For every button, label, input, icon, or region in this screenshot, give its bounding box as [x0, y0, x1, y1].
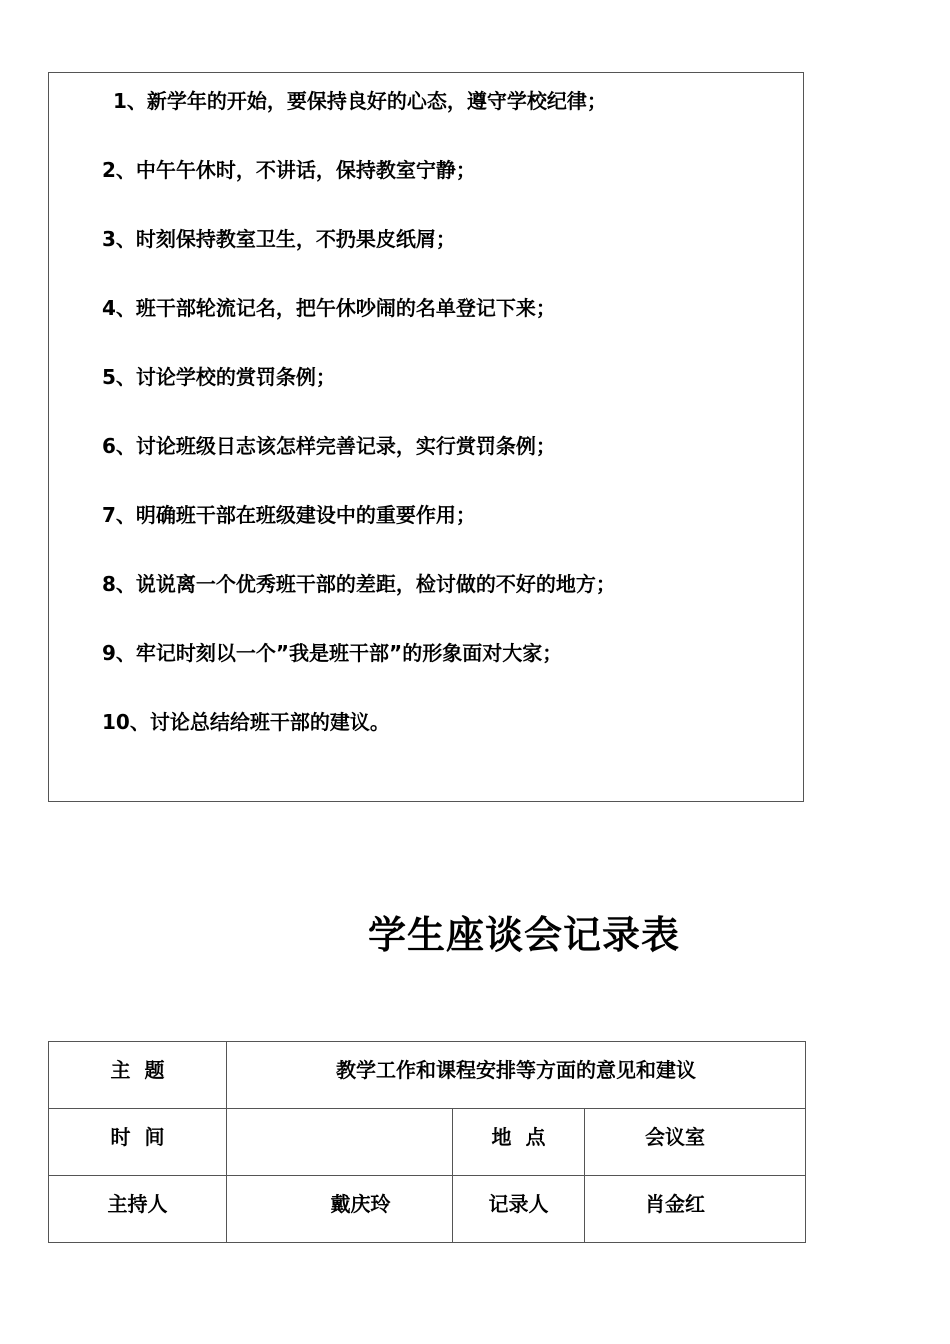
meeting-record-table: [48, 1041, 806, 1243]
recorder-value: 肖金红: [585, 1176, 806, 1243]
time-value: [227, 1109, 453, 1176]
note-item-9: 9、牢记时刻以一个”我是班干部”的形象面对大家；: [102, 641, 563, 665]
note-item-6: 6、讨论班级日志该怎样完善记录，实行赏罚条例；: [102, 434, 556, 458]
meeting-notes-box: [48, 72, 804, 802]
note-item-4: 4、班干部轮流记名，把午休吵闹的名单登记下来；: [102, 296, 556, 320]
recorder-label: 记录人: [453, 1176, 585, 1243]
host-label: 主持人: [49, 1176, 227, 1243]
note-item-5: 5、讨论学校的赏罚条例；: [102, 365, 336, 389]
topic-value: 教学工作和课程安排等方面的意见和建议: [227, 1042, 806, 1109]
note-item-8: 8、说说离一个优秀班干部的差距，检讨做的不好的地方；: [102, 572, 616, 596]
place-label: 地 点: [453, 1109, 585, 1176]
note-item-1: 1、新学年的开始，要保持良好的心态，遵守学校纪律；: [113, 89, 607, 113]
table-row-time-place: [49, 1109, 806, 1176]
time-label: 时 间: [49, 1109, 227, 1176]
note-item-2: 2、中午午休时，不讲话，保持教室宁静；: [102, 158, 476, 182]
table-row-host-recorder: [49, 1176, 806, 1243]
document-title: 学生座谈会记录表: [367, 913, 680, 957]
topic-label: 主 题: [49, 1042, 227, 1109]
host-value: 戴庆玲: [227, 1176, 453, 1243]
table-row-topic: [49, 1042, 806, 1109]
place-value: 会议室: [585, 1109, 806, 1176]
note-item-10: 10、讨论总结给班干部的建议。: [102, 710, 390, 734]
note-item-3: 3、时刻保持教室卫生，不扔果皮纸屑；: [102, 227, 456, 251]
note-item-7: 7、明确班干部在班级建设中的重要作用；: [102, 503, 476, 527]
